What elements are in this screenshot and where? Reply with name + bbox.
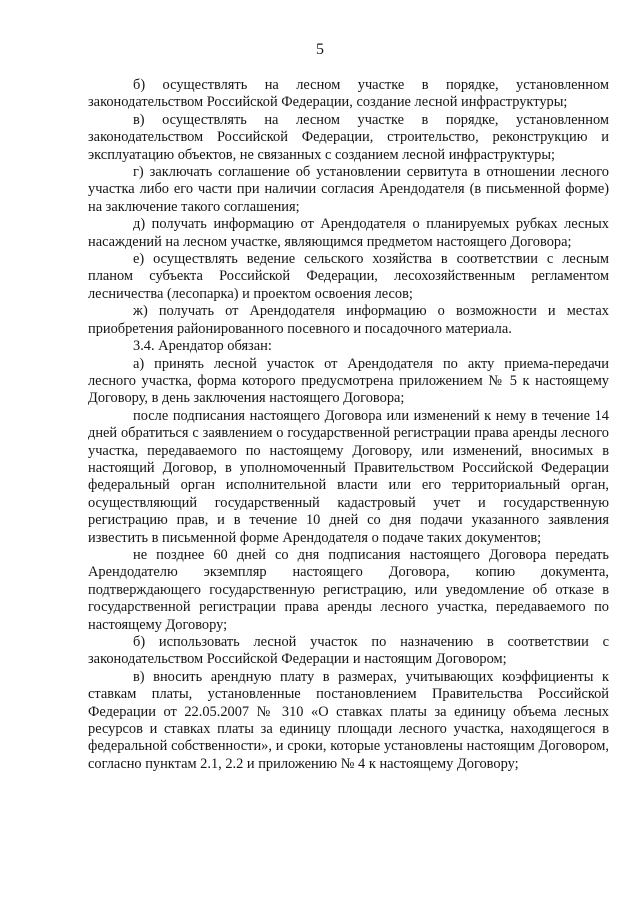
paragraph-3-3-d: д) получать информацию от Арендодателя о планируемых рубках лесных насаждений на лесном участке, являющимся предметом настоящего Договора; — [88, 216, 609, 250]
paragraph-registration: после подписания настоящего Договора или изменений к нему в течение 14 дней обратиться с заявлением о государственной регистрации права аренды лесного участка, передаваемого по настоящему Договору, или изменений, вносимых в настоящий Договор, в уполномоченный Правительством Российской Федерации федеральный орган исполнительной власти или его территориальный орган, осуществляющий государственный кадастровый учет и государственную регистрацию прав, и в течение 10 дней со дня подачи указанного заявления известить в письменной форме Арендодателя о подаче таких документов; — [88, 407, 609, 546]
paragraph-3-3-e: е) осуществлять ведение сельского хозяйства в соответствии с лесным планом субъекта Российской Федерации, лесохозяйственным регламентом лесничества (лесопарка) и проектом освоения лесов; — [88, 251, 609, 302]
paragraph-3-4-v: в) вносить арендную плату в размерах, учитывающих коэффициенты к ставкам платы, установленные постановлением Правительства Российской Федерации от 22.05.2007 № 310 «О ставках платы за единицу объема лесных ресурсов и ставках платы за единицу площади лесного участка, находящегося в федеральной собственности», и сроки, которые установлены настоящим Договором, согласно пунктам 2.1, 2.2 и приложению № 4 к настоящему Договору; — [88, 668, 609, 772]
paragraph-3-3-g: г) заключать соглашение об установлении сервитута в отношении лесного участка либо его части при наличии согласия Арендодателя (в письменной форме) на заключение такого соглашения; — [88, 164, 609, 215]
paragraph-3-3-zh: ж) получать от Арендодателя информацию о возможности и местах приобретения районированного посевного и посадочного материала. — [88, 303, 609, 337]
page-number: 5 — [316, 41, 324, 58]
document-body — [88, 77, 609, 773]
paragraph-3-3-b: б) осуществлять на лесном участке в порядке, установленном законодательством Российской Федерации, создание лесной инфраструктуры; — [88, 77, 609, 111]
paragraph-3-4-a: а) принять лесной участок от Арендодателя по акту приема-передачи лесного участка, форма которого предусмотрена приложением № 5 к настоящему Договору, в день заключения настоящего Договора; — [88, 355, 609, 407]
paragraph-3-3-v: в) осуществлять на лесном участке в порядке, установленном законодательством Российской Федерации, строительство, реконструкцию и эксплуатацию объектов, не связанных с созданием лесной инфраструктуры; — [88, 111, 609, 163]
paragraph-3-4-b: б) использовать лесной участок по назначению в соответствии с законодательством Российской Федерации и настоящим Договором; — [88, 634, 609, 668]
section-heading-3-4: 3.4. Арендатор обязан: — [133, 338, 272, 355]
paragraph-transfer-copy: не позднее 60 дней со дня подписания настоящего Договора передать Арендодателю экземпляр настоящего Договора, копию документа, подтверждающего государственную регистрацию, или уведомление об отказе в государственной регистрации права аренды лесного участка, передаваемого по настоящему Договору; — [88, 546, 609, 633]
